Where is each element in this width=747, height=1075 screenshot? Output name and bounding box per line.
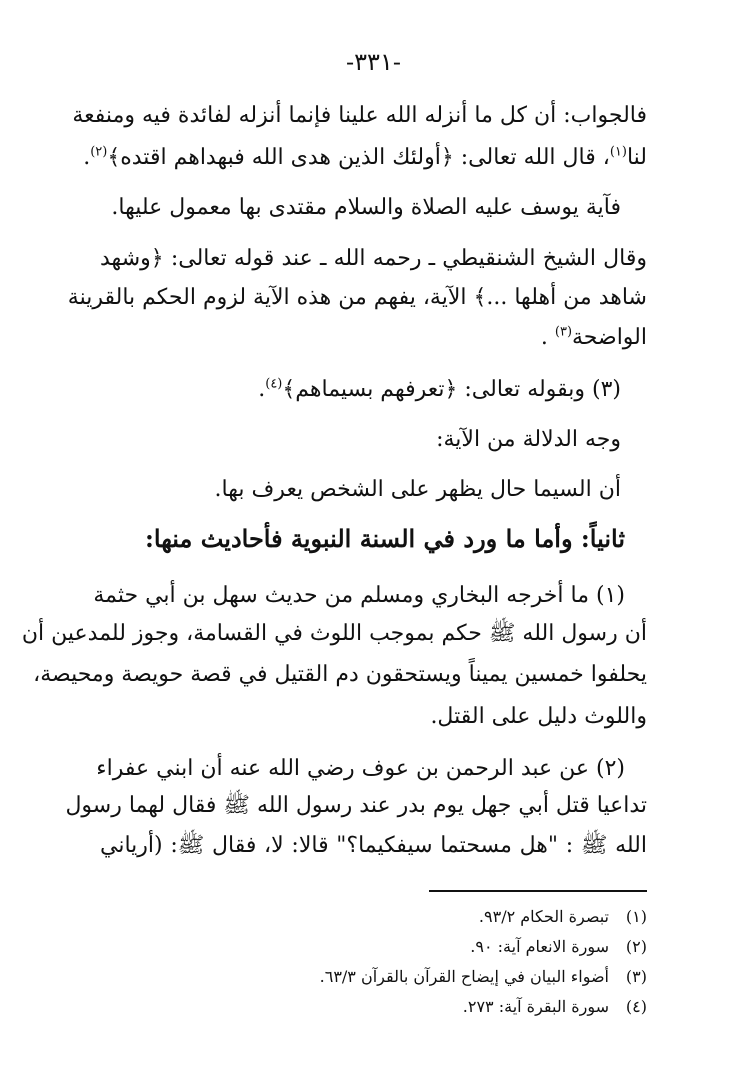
paragraph-line (100, 475, 621, 505)
paragraph-line (67, 283, 647, 313)
line-text: (٢) عن عبد الرحمن بن عوف رضي الله عنه أن ابني عفراء (96, 756, 625, 781)
line-text: يحلفوا خمسين يميناً ويستحقون دم القتيل في قصة حويصة ومحيصة، (33, 662, 647, 687)
paragraph-line (93, 581, 625, 611)
paragraph-line (100, 244, 647, 274)
line-text: . (83, 145, 91, 170)
paragraph-line (33, 660, 647, 690)
paragraph-line (96, 754, 625, 784)
heading-text: ثانياً: وأما ما ورد في السنة النبوية فأحاديث منها: (145, 524, 625, 553)
line-text: أن رسول الله ﷺ حكم بموجب اللوث في القسامة، وجوز للمدعين أن (21, 621, 647, 646)
line-text: . (540, 325, 555, 350)
footnote-reference: (٢) (90, 144, 108, 160)
footnote-reference: (٤) (265, 376, 283, 392)
line-text: . (258, 377, 266, 402)
line-text: لنا (626, 145, 647, 170)
paragraph-line (100, 702, 647, 732)
paragraph-line (100, 375, 621, 405)
paragraph-line (65, 791, 647, 821)
footnote-reference: (١) (609, 144, 627, 160)
line-text: الواضحة (572, 325, 647, 350)
page-number: -٣٣١- (346, 48, 401, 76)
paragraph-line (72, 101, 647, 131)
footnote (100, 966, 647, 988)
footnote-text: سورة الانعام آية: ٩٠. (470, 937, 609, 956)
paragraph-line (83, 143, 647, 173)
line-text: وجه الدلالة من الآية: (436, 427, 621, 452)
footnote-text: تبصرة الحكام ٩٣/٢. (478, 907, 609, 926)
line-text: (٣) وبقوله تعالى: ﴿تعرفهم بسيماهم﴾ (282, 377, 621, 402)
footnote-number: (٢) (625, 937, 647, 956)
line-text: (١) ما أخرجه البخاري ومسلم من حديث سهل بن أبي حثمة (93, 583, 625, 608)
paragraph-line (100, 425, 621, 455)
footnote (100, 996, 647, 1018)
footnote-number: (١) (625, 907, 647, 926)
footnote (100, 906, 647, 928)
line-text: شاهد من أهلها ...﴾ الآية، يفهم من هذه الآية لزوم الحكم بالقرينة (67, 285, 647, 310)
line-text: وقال الشيخ الشنقيطي ـ رحمه الله ـ عند قوله تعالى: ﴿وشهد (100, 246, 647, 271)
footnote-reference: (٣) (554, 324, 573, 340)
paragraph-line (100, 831, 647, 861)
line-text: تداعيا قتل أبي جهل يوم بدر عند رسول الله ﷺ فقال لهما رسول (65, 793, 647, 818)
line-text: ، قال الله تعالى: ﴿أولئك الذين هدى الله فبهداهم اقتده﴾ (107, 145, 610, 170)
paragraph-line (21, 619, 647, 649)
line-text: فآية يوسف عليه الصلاة والسلام مقتدى بها معمول عليها. (111, 195, 621, 220)
section-heading (100, 524, 625, 554)
footnote-number: (٤) (625, 997, 647, 1016)
footnote-number: (٣) (625, 967, 647, 986)
paragraph-line (100, 323, 647, 353)
footnote (100, 936, 647, 958)
paragraph-line (100, 193, 621, 223)
line-text: فالجواب: أن كل ما أنزله الله علينا فإنما أنزله لفائدة فيه ومنفعة (72, 103, 647, 128)
footnote-separator (429, 890, 647, 892)
line-text: واللوث دليل على القتل. (430, 704, 647, 729)
line-text: أن السيما حال يظهر على الشخص يعرف بها. (214, 477, 621, 502)
footnote-text: أضواء البيان في إيضاح القرآن بالقرآن ٦٣/٣. (319, 967, 609, 986)
line-text: الله ﷺ : "هل مسحتما سيفكيما؟" قالا: لا، فقال ﷺ: (أرياني (100, 833, 647, 858)
footnote-text: سورة البقرة آية: ٢٧٣. (462, 997, 609, 1016)
